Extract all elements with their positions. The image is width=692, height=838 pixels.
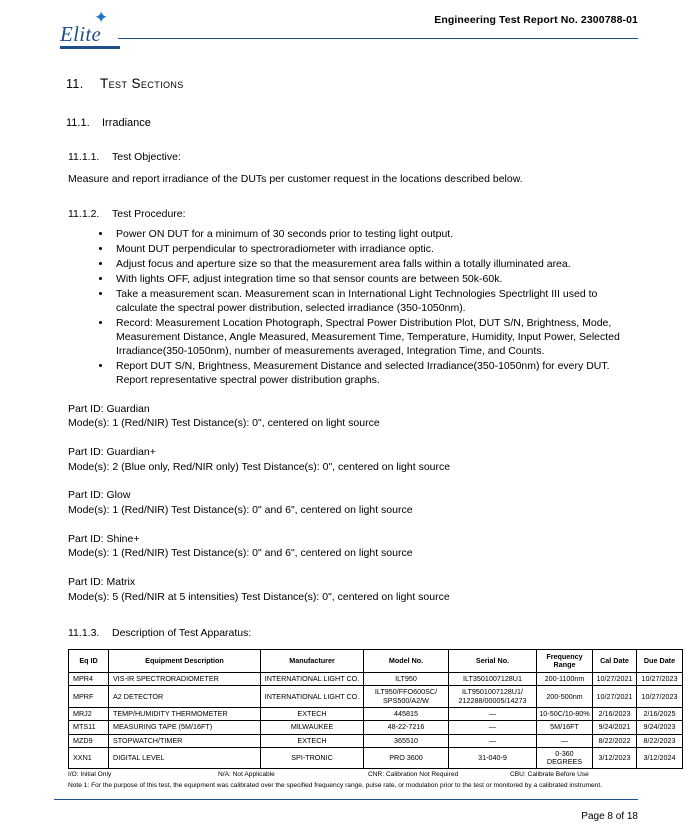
cell-frequency: — [537,734,593,747]
objective-text: Measure and report irradiance of the DUTs per customer request in the locations described below. [68,173,523,185]
section-number-11-1-3: 11.1.3. [68,626,100,639]
star-icon: ✦ [94,8,109,27]
section-heading-11-1-2 [68,208,638,220]
test-apparatus-table [68,649,683,770]
section-number-11-1-2: 11.1.2. [68,208,100,221]
page-header [54,0,638,62]
part-block [68,532,638,561]
cell-serial: — [449,721,537,734]
part-modes: Mode(s): 2 (Blue only, Red/NIR only) Test Distance(s): 0", centered on light source [68,460,451,473]
cell-serial: — [449,707,537,720]
part-modes: Mode(s): 1 (Red/NIR) Test Distance(s): 0" and 6", centered on light source [68,547,413,560]
legend-item: I/O: Initial Only [68,771,112,779]
list-item: • Adjust focus and aperture size so that the measurement area falls within a totally illuminated area. [112,258,638,272]
cell-serial: ILT3501007128U1 [449,673,537,686]
section-number-11-1-1: 11.1.1. [68,151,100,163]
cell-due-date: 8/22/2023 [637,734,683,747]
cell-serial: — [449,734,537,747]
cell-manufacturer: INTERNATIONAL LIGHT CO. [261,673,364,686]
part-id: Part ID: Shine+ [68,532,140,545]
section-heading-11-1 [66,117,638,129]
cell-eq-id: MPRF [69,686,109,708]
legend-item: N/A: Not Applicable [218,771,275,779]
list-item: • Report DUT S/N, Brightness, Measurement Distance and selected Irradiance(350-1050nm) for every DUT. Report representative spectral power distribution graphs. [112,360,638,388]
table-row [69,686,683,708]
cell-eq-id: MRJ2 [69,707,109,720]
procedure-list [54,228,638,387]
cell-cal-date: 8/22/2022 [593,734,637,747]
part-block [68,445,638,474]
legend-item: CBU: Calibrate Before Use [510,771,589,779]
cell-manufacturer: EXTECH [261,707,364,720]
list-item: • Mount DUT perpendicular to spectroradiometer with irradiance optic. [112,243,638,257]
cell-description: A2 DETECTOR [109,686,261,708]
part-id: Part ID: Guardian+ [68,446,156,459]
column-header-serial: Serial No. [449,649,537,673]
section-title-11-1-1: Test Objective: [112,151,181,163]
cell-description: MEASURING TAPE (5M/16FT) [109,721,261,734]
page-number: Page 8 of 18 [581,811,638,822]
cell-model: PRO 3600 [364,747,449,769]
list-item: • With lights OFF, adjust integration time so that sensor counts are between 50k-60k. [112,273,638,287]
cell-frequency: 5M/16FT [537,721,593,734]
cell-due-date: 10/27/2023 [637,673,683,686]
cell-cal-date: 3/12/2023 [593,747,637,769]
logo-underline [60,46,120,49]
column-header-description: Equipment Description [109,649,261,673]
cell-description: STOPWATCH/TIMER [109,734,261,747]
cell-eq-id: MTS11 [69,721,109,734]
cell-description: DIGITAL LEVEL [109,747,261,769]
section-title-11-1-2: Test Procedure: [112,208,186,221]
part-block [68,402,638,431]
table-row [69,707,683,720]
cell-serial: 31-040-9 [449,747,537,769]
cell-model: 48-22-7216 [364,721,449,734]
part-modes: Mode(s): 1 (Red/NIR) Test Distance(s): 0", centered on light source [68,417,380,430]
part-modes: Mode(s): 1 (Red/NIR) Test Distance(s): 0" and 6", centered on light source [68,504,413,517]
cell-frequency: 200-500nm [537,686,593,708]
table-row [69,673,683,686]
logo-text: Elite [60,22,102,46]
legend-item: CNR: Calibration Not Required [368,771,459,779]
cell-description: TEMP/HUMIDITY THERMOMETER [109,707,261,720]
list-item: • Take a measurement scan. Measurement scan in International Light Technologies Spectrlight III used to calculate the spectral power distribution, selected irradiance (350-1050nm). [112,288,638,316]
section-title-11-1-3: Description of Test Apparatus: [112,626,252,639]
table-header-row [69,649,683,673]
cell-frequency: 10-50C/10-80% [537,707,593,720]
cell-due-date: 3/12/2024 [637,747,683,769]
cell-model: 445815 [364,707,449,720]
cell-eq-id: XXN1 [69,747,109,769]
section-heading-11 [66,76,638,91]
cell-model: 365510 [364,734,449,747]
column-header-cal-date: Cal Date [593,649,637,673]
part-id: Part ID: Glow [68,489,131,502]
list-item: • Record: Measurement Location Photograph, Spectral Power Distribution Plot, DUT S/N, Brightness, Mode, Measurement Distance, Angle Measured, Measurement Time, Temperature, Humidity, Input Power, Selected Irradiance(350-1050nm), number of measurements averaged, Integration Time, and Counts. [112,317,638,359]
part-id: Part ID: Guardian [68,402,150,415]
cell-due-date: 9/24/2023 [637,721,683,734]
cell-cal-date: 2/16/2023 [593,707,637,720]
company-logo [60,8,128,48]
column-header-model: Model No. [364,649,449,673]
part-modes: Mode(s): 5 (Red/NIR at 5 intensities) Test Distance(s): 0", centered on light source [68,590,450,603]
section-heading-11-1-3 [68,627,638,639]
cell-cal-date: 10/27/2021 [593,686,637,708]
column-header-frequency: Frequency Range [537,649,593,673]
cell-due-date: 10/27/2023 [637,686,683,708]
cell-manufacturer: EXTECH [261,734,364,747]
table-row [69,734,683,747]
column-header-due-date: Due Date [637,649,683,673]
section-heading-11-1-1 [68,151,638,163]
part-block [68,575,638,604]
section-number-11-1: 11.1. [66,117,90,129]
cell-manufacturer: SPI-TRONIC [261,747,364,769]
section-number-11: 11. [66,77,84,91]
table-legend [68,771,672,780]
table-row [69,747,683,769]
part-id: Part ID: Matrix [68,576,136,589]
cell-cal-date: 10/27/2021 [593,673,637,686]
part-block [68,488,638,517]
section-title-11-1: Irradiance [102,117,151,129]
cell-frequency: 0-360 DEGREES [537,747,593,769]
footer-divider [54,799,638,800]
cell-eq-id: MZD9 [69,734,109,747]
report-title: Engineering Test Report No. 2300788-01 [434,14,638,26]
list-item: • Power ON DUT for a minimum of 30 seconds prior to testing light output. [112,228,638,242]
section-title-11: Test Sections [100,76,184,91]
cell-due-date: 2/16/2025 [637,707,683,720]
header-divider [118,38,638,39]
cell-manufacturer: INTERNATIONAL LIGHT CO. [261,686,364,708]
cell-model: ILT950 [364,673,449,686]
column-header-eq-id: Eq ID [69,649,109,673]
cell-frequency: 200-1100nm [537,673,593,686]
table-note: Note 1: For the purpose of this test, the equipment was calibrated over the specified frequency range, pulse rate, or modulation prior to the test or monitored by a calibrated instrument. [68,782,603,790]
column-header-manufacturer: Manufacturer [261,649,364,673]
cell-manufacturer: MILWAUKEE [261,721,364,734]
cell-serial: ILT9501007128U1/ 212288/00005/14273 [449,686,537,708]
table-row [69,721,683,734]
cell-model: ILT950/FFO600SC/ SPS500/A2/W [364,686,449,708]
cell-description: VIS-IR SPECTRORADIOMETER [109,673,261,686]
cell-cal-date: 9/24/2021 [593,721,637,734]
cell-eq-id: MPR4 [69,673,109,686]
